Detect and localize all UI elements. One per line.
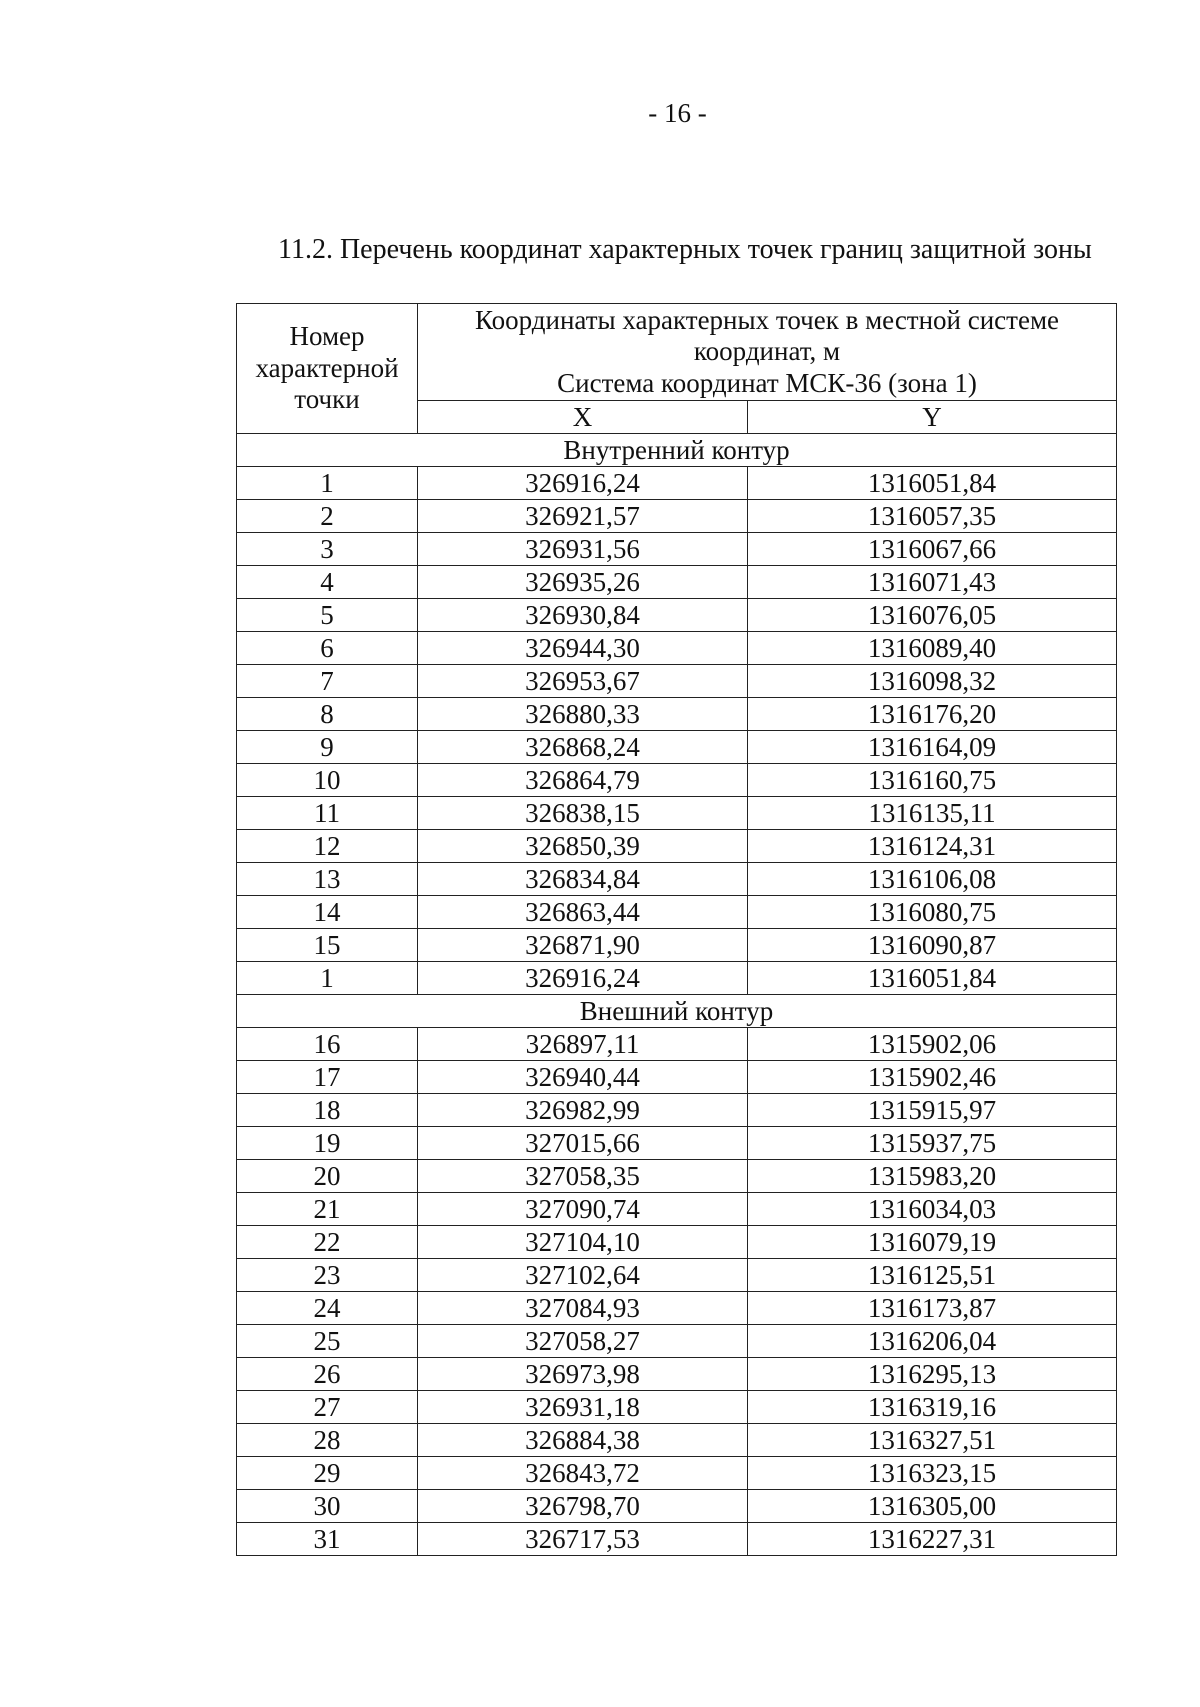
point-number-header-line: точки	[294, 384, 360, 415]
x-coordinate-cell: 326850,39	[418, 830, 748, 863]
table-row	[237, 863, 1117, 896]
x-coordinate-cell: 327102,64	[418, 1259, 748, 1292]
point-number-header-line: Номер	[289, 320, 365, 351]
x-coordinate-cell: 326973,98	[418, 1358, 748, 1391]
x-coordinate-cell: 326931,56	[418, 533, 748, 566]
point-number-header	[237, 304, 418, 434]
x-coordinate-cell: 327058,35	[418, 1160, 748, 1193]
y-coordinate-cell: 1316079,19	[748, 1226, 1117, 1259]
y-coordinate-cell: 1316089,40	[748, 632, 1117, 665]
outer-contour-section-row	[237, 995, 1117, 1028]
table-row	[237, 599, 1117, 632]
x-coordinate-cell: 326717,53	[418, 1523, 748, 1556]
table-row	[237, 731, 1117, 764]
point-number-cell: 11	[237, 797, 418, 830]
point-number-cell: 19	[237, 1127, 418, 1160]
point-number-cell: 20	[237, 1160, 418, 1193]
x-coordinate-cell: 326944,30	[418, 632, 748, 665]
table-row	[237, 1424, 1117, 1457]
table-row	[237, 1193, 1117, 1226]
point-number-cell: 1	[237, 467, 418, 500]
point-number-cell: 23	[237, 1259, 418, 1292]
coordinates-table	[236, 303, 1117, 1556]
x-coordinate-cell: 326982,99	[418, 1094, 748, 1127]
table-row	[237, 1127, 1117, 1160]
x-coordinate-cell: 326880,33	[418, 698, 748, 731]
table-row	[237, 1028, 1117, 1061]
y-coordinate-cell: 1316160,75	[748, 764, 1117, 797]
y-coordinate-cell: 1316176,20	[748, 698, 1117, 731]
table-row	[237, 500, 1117, 533]
point-number-cell: 7	[237, 665, 418, 698]
y-coordinate-cell: 1316051,84	[748, 467, 1117, 500]
point-number-cell: 1	[237, 962, 418, 995]
x-coordinate-cell: 327090,74	[418, 1193, 748, 1226]
point-number-cell: 2	[237, 500, 418, 533]
point-number-cell: 26	[237, 1358, 418, 1391]
x-coordinate-cell: 326935,26	[418, 566, 748, 599]
x-coordinate-cell: 326798,70	[418, 1490, 748, 1523]
table-row	[237, 797, 1117, 830]
point-number-cell: 25	[237, 1325, 418, 1358]
coordinates-header	[418, 304, 1117, 401]
point-number-cell: 5	[237, 599, 418, 632]
table-row	[237, 830, 1117, 863]
coordinates-header-line: координат, м	[693, 336, 841, 367]
y-coordinate-cell: 1316323,15	[748, 1457, 1117, 1490]
table-row	[237, 1325, 1117, 1358]
point-number-cell: 29	[237, 1457, 418, 1490]
table-row	[237, 929, 1117, 962]
point-number-cell: 17	[237, 1061, 418, 1094]
point-number-cell: 24	[237, 1292, 418, 1325]
point-number-cell: 13	[237, 863, 418, 896]
point-number-cell: 8	[237, 698, 418, 731]
x-coordinate-cell: 326868,24	[418, 731, 748, 764]
y-coordinate-cell: 1316173,87	[748, 1292, 1117, 1325]
table-row	[237, 566, 1117, 599]
table-row	[237, 764, 1117, 797]
document-title: 11.2. Перечень координат характерных точек границ защитной зоны	[278, 234, 1092, 265]
x-coordinate-cell: 326843,72	[418, 1457, 748, 1490]
y-coordinate-cell: 1316305,00	[748, 1490, 1117, 1523]
y-coordinate-cell: 1316295,13	[748, 1358, 1117, 1391]
point-number-cell: 9	[237, 731, 418, 764]
table-row	[237, 1490, 1117, 1523]
point-number-cell: 12	[237, 830, 418, 863]
y-coordinate-cell: 1315937,75	[748, 1127, 1117, 1160]
table-row	[237, 632, 1117, 665]
table-row	[237, 962, 1117, 995]
x-coordinate-cell: 326953,67	[418, 665, 748, 698]
y-coordinate-cell: 1315983,20	[748, 1160, 1117, 1193]
point-number-cell: 10	[237, 764, 418, 797]
y-coordinate-cell: 1316076,05	[748, 599, 1117, 632]
x-coordinate-cell: 326884,38	[418, 1424, 748, 1457]
coordinates-header-line: Координаты характерных точек в местной системе	[474, 305, 1060, 336]
page-number: - 16 -	[648, 98, 707, 128]
y-coordinate-cell: 1316067,66	[748, 533, 1117, 566]
coordinate-system-label: Система координат МСК-36 (зона 1)	[557, 367, 977, 398]
y-coordinate-cell: 1316057,35	[748, 500, 1117, 533]
point-number-cell: 16	[237, 1028, 418, 1061]
table-row	[237, 896, 1117, 929]
x-coordinate-cell: 326897,11	[418, 1028, 748, 1061]
table-row	[237, 1160, 1117, 1193]
y-column-header: Y	[748, 401, 1117, 434]
point-number-cell: 14	[237, 896, 418, 929]
y-coordinate-cell: 1316227,31	[748, 1523, 1117, 1556]
point-number-cell: 6	[237, 632, 418, 665]
inner-contour-section-row	[237, 434, 1117, 467]
point-number-cell: 31	[237, 1523, 418, 1556]
table-row	[237, 1259, 1117, 1292]
y-coordinate-cell: 1315915,97	[748, 1094, 1117, 1127]
y-coordinate-cell: 1316098,32	[748, 665, 1117, 698]
table-body	[237, 434, 1117, 1556]
x-coordinate-cell: 326834,84	[418, 863, 748, 896]
x-coordinate-cell: 326871,90	[418, 929, 748, 962]
y-coordinate-cell: 1315902,06	[748, 1028, 1117, 1061]
table-row	[237, 1457, 1117, 1490]
table-row	[237, 533, 1117, 566]
x-column-header: X	[418, 401, 748, 434]
table-row	[237, 1391, 1117, 1424]
point-number-cell: 21	[237, 1193, 418, 1226]
x-coordinate-cell: 326916,24	[418, 962, 748, 995]
table-row	[237, 665, 1117, 698]
x-coordinate-cell: 327015,66	[418, 1127, 748, 1160]
x-coordinate-cell: 326838,15	[418, 797, 748, 830]
table-row	[237, 467, 1117, 500]
x-coordinate-cell: 326916,24	[418, 467, 748, 500]
point-number-cell: 4	[237, 566, 418, 599]
x-coordinate-cell: 326930,84	[418, 599, 748, 632]
table-row	[237, 1094, 1117, 1127]
x-coordinate-cell: 326864,79	[418, 764, 748, 797]
table-row	[237, 698, 1117, 731]
point-number-cell: 30	[237, 1490, 418, 1523]
x-coordinate-cell: 327058,27	[418, 1325, 748, 1358]
y-coordinate-cell: 1316319,16	[748, 1391, 1117, 1424]
x-coordinate-cell: 327084,93	[418, 1292, 748, 1325]
y-coordinate-cell: 1316051,84	[748, 962, 1117, 995]
point-number-cell: 27	[237, 1391, 418, 1424]
y-coordinate-cell: 1316106,08	[748, 863, 1117, 896]
y-coordinate-cell: 1316164,09	[748, 731, 1117, 764]
point-number-cell: 18	[237, 1094, 418, 1127]
point-number-header-line: характерной	[255, 352, 399, 383]
table-row	[237, 1358, 1117, 1391]
y-coordinate-cell: 1316080,75	[748, 896, 1117, 929]
point-number-cell: 3	[237, 533, 418, 566]
y-coordinate-cell: 1316327,51	[748, 1424, 1117, 1457]
y-coordinate-cell: 1316090,87	[748, 929, 1117, 962]
y-coordinate-cell: 1316135,11	[748, 797, 1117, 830]
x-coordinate-cell: 326863,44	[418, 896, 748, 929]
x-coordinate-cell: 326931,18	[418, 1391, 748, 1424]
y-coordinate-cell: 1316125,51	[748, 1259, 1117, 1292]
y-coordinate-cell: 1316071,43	[748, 566, 1117, 599]
x-coordinate-cell: 326921,57	[418, 500, 748, 533]
x-coordinate-cell: 327104,10	[418, 1226, 748, 1259]
table-row	[237, 1226, 1117, 1259]
x-coordinate-cell: 326940,44	[418, 1061, 748, 1094]
y-coordinate-cell: 1316206,04	[748, 1325, 1117, 1358]
outer-contour-section-label: Внешний контур	[237, 995, 1117, 1028]
y-coordinate-cell: 1316034,03	[748, 1193, 1117, 1226]
y-coordinate-cell: 1315902,46	[748, 1061, 1117, 1094]
table-row	[237, 1061, 1117, 1094]
y-coordinate-cell: 1316124,31	[748, 830, 1117, 863]
point-number-cell: 15	[237, 929, 418, 962]
point-number-cell: 28	[237, 1424, 418, 1457]
table-row	[237, 1523, 1117, 1556]
table-row	[237, 1292, 1117, 1325]
point-number-cell: 22	[237, 1226, 418, 1259]
inner-contour-section-label: Внутренний контур	[237, 434, 1117, 467]
